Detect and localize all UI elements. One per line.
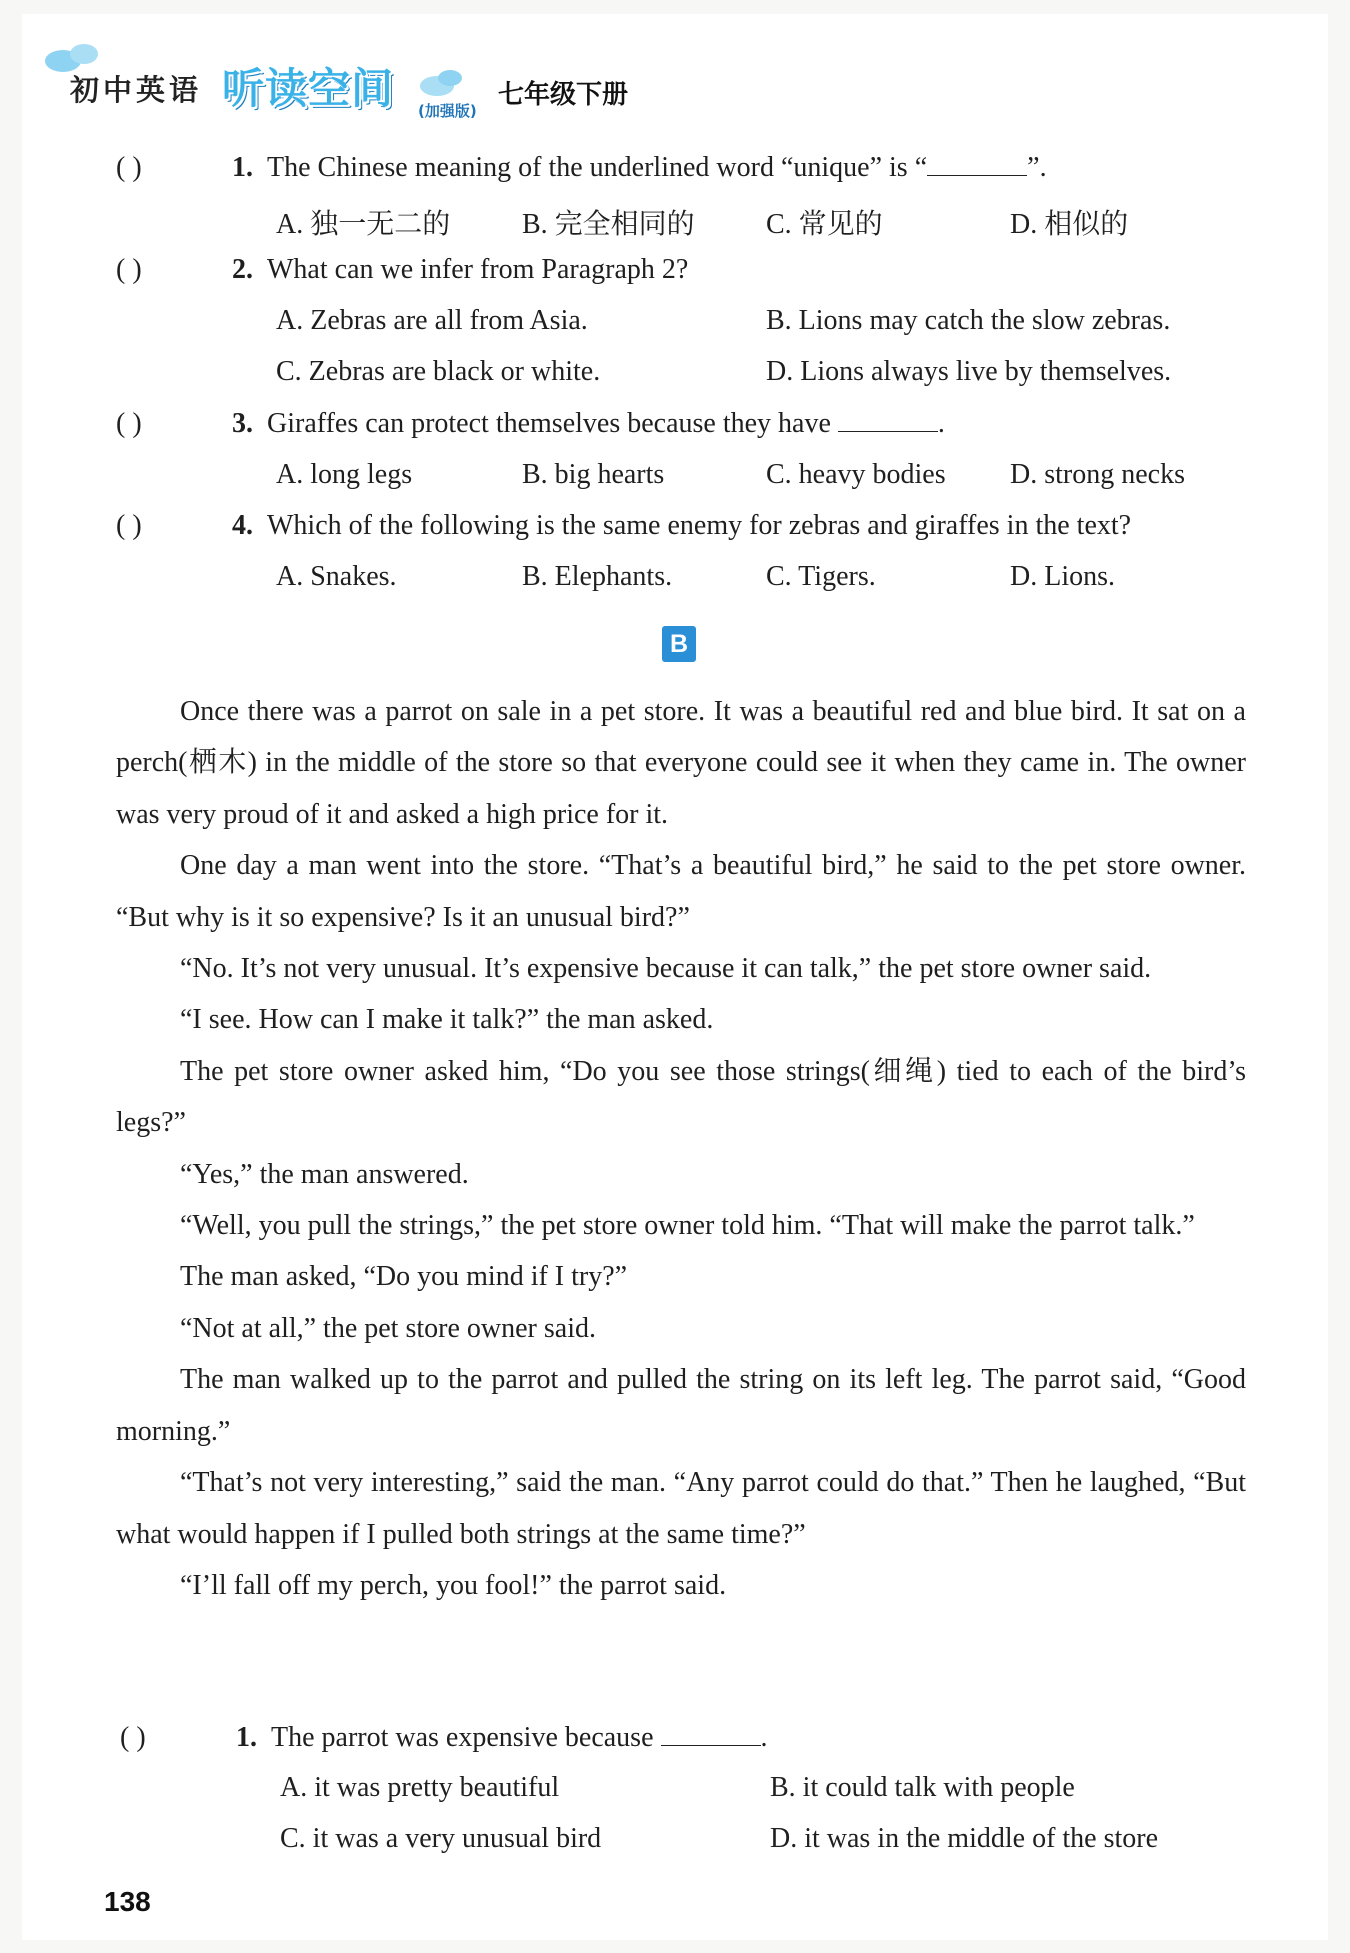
header-subject: 初中英语	[70, 73, 203, 107]
question-stem	[232, 408, 945, 440]
question-stem	[232, 254, 688, 286]
passage-paragraph: Once there was a parrot on sale in a pet store. It was a beautiful red and blue bird. It sat on a perch(栖木) in the middle of the store so that everyone could see it when they came in. The owner was very proud of it and asked a high price for it.	[116, 696, 1246, 830]
option: B. it could talk with people	[770, 1772, 1075, 1803]
option: C. Tigers.	[766, 561, 876, 592]
question-text: The parrot was expensive because	[271, 1722, 661, 1753]
question-number: 1.	[236, 1722, 257, 1753]
question-stem	[236, 1722, 768, 1754]
question-number: 1.	[232, 152, 253, 183]
option: C. heavy bodies	[766, 459, 946, 490]
answer-paren: ( )	[116, 510, 142, 541]
passage-paragraph: “Not at all,” the pet store owner said.	[180, 1312, 596, 1344]
option: B. big hearts	[522, 459, 665, 490]
answer-blank	[838, 409, 938, 432]
question-number: 2.	[232, 254, 253, 285]
header-edition: (加强版)	[418, 102, 477, 120]
answer-paren: ( )	[116, 408, 142, 439]
question-text: Giraffes can protect themselves because they have	[267, 408, 838, 439]
option: D. it was in the middle of the store	[770, 1823, 1159, 1854]
passage-paragraph: One day a man went into the store. “That’s a beautiful bird,” he said to the pet store owner. “But why is it so expensive? Is it an unusual bird?”	[116, 850, 1246, 933]
passage-paragraph: The man asked, “Do you mind if I try?”	[180, 1261, 628, 1293]
option: A. Zebras are all from Asia.	[276, 305, 588, 336]
option: D. Lions.	[1010, 561, 1115, 592]
option: D. Lions always live by themselves.	[766, 356, 1172, 387]
page-number: 138	[104, 1886, 151, 1917]
option: D. strong necks	[1010, 459, 1185, 490]
passage-paragraph: “I’ll fall off my perch, you fool!” the parrot said.	[180, 1569, 727, 1601]
option: C. 常见的	[766, 209, 883, 240]
header-grade: 七年级下册	[498, 80, 629, 110]
option: C. it was a very unusual bird	[280, 1823, 602, 1854]
answer-paren: ( )	[116, 152, 142, 183]
option: A. it was pretty beautiful	[280, 1772, 560, 1803]
option: B. Elephants.	[522, 561, 673, 592]
question-stem	[232, 510, 1131, 542]
header-series-logo: 听读空间	[222, 64, 395, 113]
option: A. long legs	[276, 459, 413, 490]
question-text: What can we infer from Paragraph 2?	[267, 254, 689, 285]
option: B. 完全相同的	[522, 209, 695, 240]
answer-blank	[927, 153, 1027, 176]
question-text: The Chinese meaning of the underlined word “unique” is “	[267, 152, 928, 183]
question-text-end: ”.	[1027, 152, 1047, 183]
question-text-end: .	[760, 1722, 768, 1753]
cloud-decoration	[70, 44, 98, 64]
question-text: Which of the following is the same enemy for zebras and giraffes in the text?	[267, 510, 1132, 541]
option: B. Lions may catch the slow zebras.	[766, 305, 1171, 336]
answer-paren: ( )	[120, 1722, 146, 1753]
passage-paragraph: “No. It’s not very unusual. It’s expensive because it can talk,” the pet store owner said.	[180, 953, 1152, 985]
passage-paragraph: The pet store owner asked him, “Do you see those strings(细绳) tied to each of the bird’s legs?”	[116, 1055, 1246, 1139]
question-number: 3.	[232, 408, 253, 439]
option: A. 独一无二的	[276, 209, 451, 240]
question-text-end: .	[937, 408, 945, 439]
cloud-decoration	[438, 70, 462, 86]
option: A. Snakes.	[276, 561, 397, 592]
answer-paren: ( )	[116, 254, 142, 285]
passage-paragraph: “Well, you pull the strings,” the pet store owner told him. “That will make the parrot talk.”	[180, 1210, 1195, 1242]
passage-paragraph: The man walked up to the parrot and pulled the string on its left leg. The parrot said, “Good morning.”	[116, 1364, 1246, 1447]
passage-paragraph: “I see. How can I make it talk?” the man asked.	[180, 1004, 714, 1036]
option: D. 相似的	[1010, 209, 1129, 240]
passage-paragraph: “Yes,” the man answered.	[180, 1158, 469, 1190]
question-stem	[232, 152, 1047, 184]
reading-passage	[116, 686, 1246, 1611]
section-b-badge: B	[662, 626, 696, 662]
question-number: 4.	[232, 510, 253, 541]
passage-paragraph: “That’s not very interesting,” said the man. “Any parrot could do that.” Then he laughed, “But what would happen if I pulled both strings at the same time?”	[116, 1467, 1246, 1550]
answer-blank	[661, 1723, 761, 1746]
page-header	[40, 40, 740, 130]
option: C. Zebras are black or white.	[276, 356, 601, 387]
